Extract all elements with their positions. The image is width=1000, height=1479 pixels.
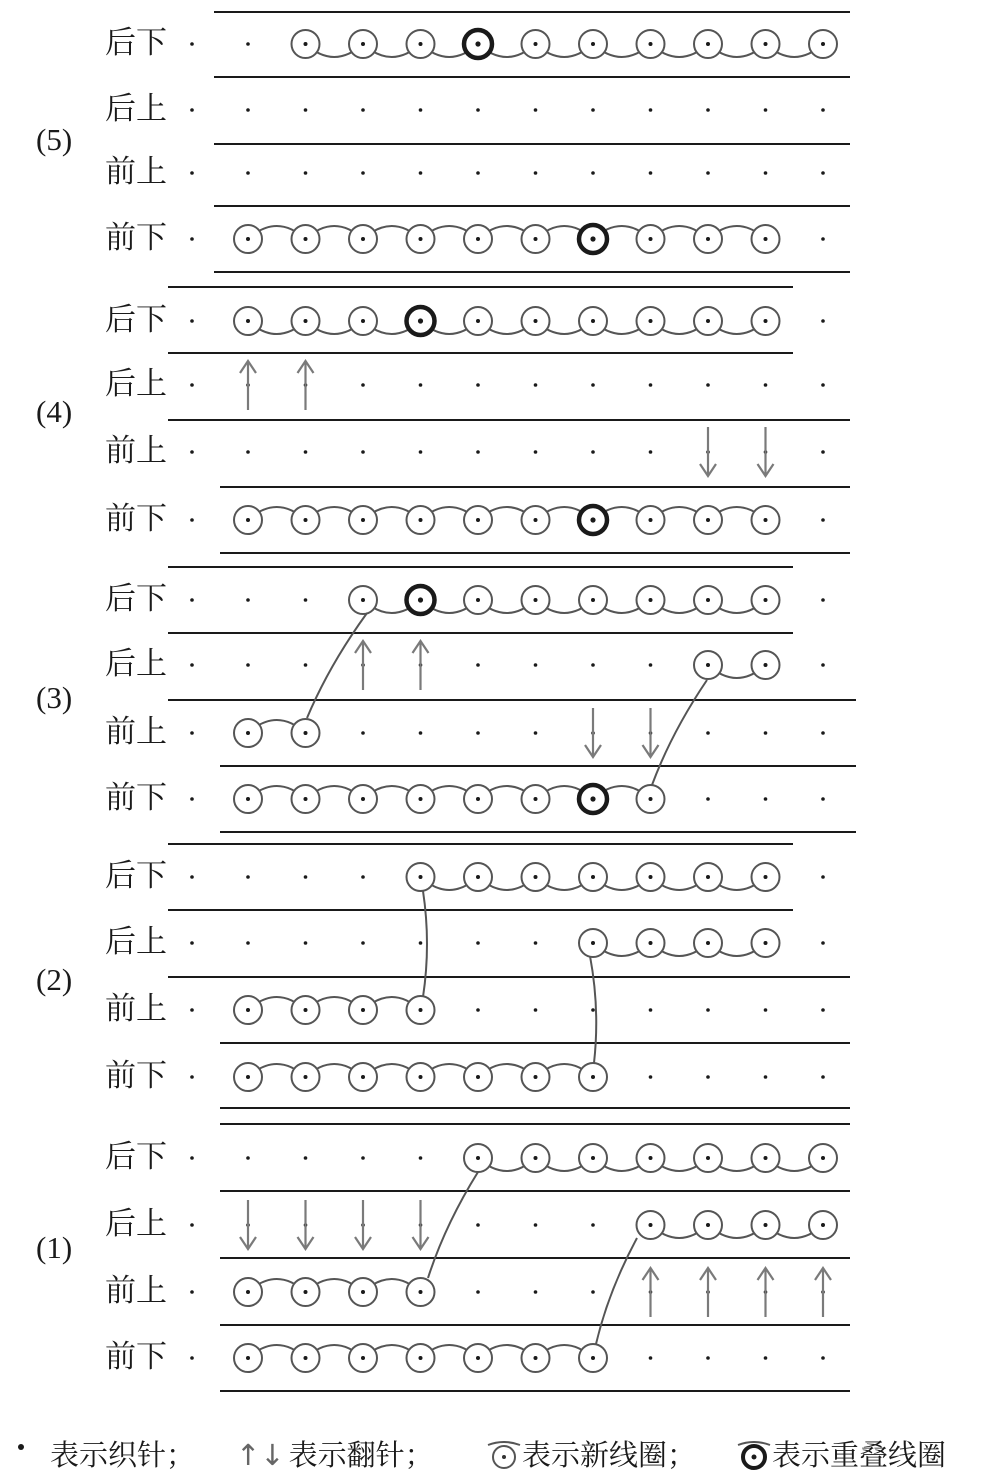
loop-center-dot [649, 1156, 653, 1160]
loop-center-dot [246, 1356, 250, 1360]
loop-center-dot [476, 1075, 480, 1079]
loop-center-dot [361, 598, 365, 602]
needle-dot [304, 598, 308, 602]
needle-dot [246, 1156, 250, 1160]
bed-label: 后上 [105, 646, 167, 682]
needle-dot [246, 42, 250, 46]
loop-center-dot [764, 663, 768, 667]
loop-center-dot [246, 518, 250, 522]
needle-dot [190, 663, 194, 667]
needle-dot [190, 1290, 194, 1294]
needle-dot [419, 1156, 423, 1160]
needle-dot [419, 108, 423, 112]
new-loop-icon [486, 1441, 522, 1473]
needle-dot [764, 1075, 768, 1079]
legend-transfer-label: 表示翻针； [288, 1438, 434, 1472]
needle-dot [190, 875, 194, 879]
loop-center-dot [591, 1356, 595, 1360]
needle-dot [304, 1156, 308, 1160]
needle-dot [764, 731, 768, 735]
needle-dot [534, 1008, 538, 1012]
loop-center-dot [304, 42, 308, 46]
loop-center-dot [649, 797, 653, 801]
loop-center-dot [361, 237, 365, 241]
loop-center-dot [706, 1156, 710, 1160]
loop-center-dot [419, 42, 423, 46]
loop-center-dot [419, 1356, 423, 1360]
needle-dot [361, 450, 365, 454]
loop-center-dot [590, 236, 595, 241]
bed-label: 前下 [105, 220, 167, 256]
loop-center-dot [246, 319, 250, 323]
needle-dot [764, 1008, 768, 1012]
needle-dot [190, 518, 194, 522]
needle-dot [190, 171, 194, 175]
needle-dot [304, 171, 308, 175]
loop-center-dot [591, 875, 595, 879]
needle-dot [649, 663, 653, 667]
loop-center-dot [476, 1356, 480, 1360]
loop-center-dot [361, 797, 365, 801]
loop-center-dot [246, 1008, 250, 1012]
needle-dot [476, 1290, 480, 1294]
needle-dot [361, 383, 365, 387]
needle-dot [534, 941, 538, 945]
needle-dot [821, 383, 825, 387]
loop-center-dot [764, 941, 768, 945]
loop-center-dot [534, 518, 538, 522]
needle-dot [534, 1223, 538, 1227]
loop-center-dot [649, 518, 653, 522]
needle-dot [591, 108, 595, 112]
needle-dot [476, 171, 480, 175]
needle-dot [821, 875, 825, 879]
bed-label: 前下 [105, 1058, 167, 1094]
loop-center-dot [419, 875, 423, 879]
needle-dot [190, 319, 194, 323]
loop-center-dot [304, 731, 308, 735]
needle-dot [190, 450, 194, 454]
needle-dot [821, 598, 825, 602]
loop-center-dot [361, 518, 365, 522]
needle-dot [534, 450, 538, 454]
needle-dot [476, 383, 480, 387]
loop-center-dot [476, 598, 480, 602]
cross-bed-yarn [307, 613, 367, 718]
legend-new-loop [486, 1433, 696, 1474]
needle-dot [190, 1356, 194, 1360]
needle-dot [821, 941, 825, 945]
loop-center-dot [419, 1008, 423, 1012]
needle-dot [649, 1356, 653, 1360]
loop-center-dot [534, 1356, 538, 1360]
needle-dot [706, 108, 710, 112]
transfer-arrows-icon: ↑↓ [236, 1438, 285, 1472]
needle-dot-icon [18, 1444, 24, 1450]
needle-dot [246, 171, 250, 175]
needle-dot [591, 383, 595, 387]
needle-dot [821, 663, 825, 667]
bed-label: 前上 [105, 991, 167, 1027]
needle-dot [706, 797, 710, 801]
needle-dot [361, 171, 365, 175]
loop-center-dot [476, 797, 480, 801]
loop-center-dot [419, 518, 423, 522]
loop-center-dot [649, 42, 653, 46]
loop-center-dot [418, 318, 423, 323]
needle-dot [190, 383, 194, 387]
needle-dot [476, 450, 480, 454]
needle-dot [419, 383, 423, 387]
bed-label: 后上 [105, 91, 167, 127]
bed-label: 前下 [105, 1339, 167, 1375]
needle-dot [304, 875, 308, 879]
needle-dot [246, 108, 250, 112]
needle-dot [419, 450, 423, 454]
loop-center-dot [591, 598, 595, 602]
needle-dot [190, 797, 194, 801]
needle-dot [246, 598, 250, 602]
loop-center-dot [419, 797, 423, 801]
loop-center-dot [304, 1290, 308, 1294]
loop-center-dot [534, 237, 538, 241]
needle-dot [476, 108, 480, 112]
loop-center-dot [649, 1223, 653, 1227]
loop-center-dot [476, 319, 480, 323]
needle-dot [304, 663, 308, 667]
bed-label: 前上 [105, 714, 167, 750]
needle-dot [649, 108, 653, 112]
legend-overlap-loop [736, 1433, 946, 1474]
bed-label: 前上 [105, 1273, 167, 1309]
loop-center-dot [419, 1290, 423, 1294]
loop-center-dot [304, 1356, 308, 1360]
loop-center-dot [706, 663, 710, 667]
needle-dot [246, 941, 250, 945]
needle-dot [190, 731, 194, 735]
needle-dot [821, 237, 825, 241]
needle-dot [764, 797, 768, 801]
needle-dot [764, 171, 768, 175]
loop-center-dot [418, 597, 423, 602]
loop-center-dot [591, 941, 595, 945]
loop-center-dot [821, 1223, 825, 1227]
loop-center-dot [706, 1223, 710, 1227]
overlap-loop-icon [736, 1441, 772, 1473]
needle-dot [706, 171, 710, 175]
needle-dot [190, 237, 194, 241]
needle-dot [361, 108, 365, 112]
loop-center-dot [534, 797, 538, 801]
needle-dot [361, 875, 365, 879]
needle-dot [190, 1075, 194, 1079]
needle-dot [821, 797, 825, 801]
needle-dot [821, 731, 825, 735]
needle-dot [190, 598, 194, 602]
loop-center-dot [419, 237, 423, 241]
bed-label: 后上 [105, 366, 167, 402]
loop-center-dot [649, 598, 653, 602]
needle-dot [706, 1356, 710, 1360]
step-label: (4) [36, 394, 73, 429]
needle-dot [534, 383, 538, 387]
bed-label: 后下 [105, 858, 167, 894]
needle-dot [246, 663, 250, 667]
loop-center-dot [534, 42, 538, 46]
cross-bed-yarn [652, 680, 707, 785]
needle-dot [419, 941, 423, 945]
legend-needle [18, 1433, 195, 1474]
loop-center-dot [706, 518, 710, 522]
needle-dot [591, 1290, 595, 1294]
needle-dot [821, 319, 825, 323]
step-label: (1) [36, 1230, 73, 1265]
loop-center-dot [591, 1156, 595, 1160]
loop-center-dot [821, 42, 825, 46]
needle-dot [534, 108, 538, 112]
needle-dot [361, 731, 365, 735]
needle-dot [821, 171, 825, 175]
loop-center-dot [534, 1156, 538, 1160]
needle-dot [476, 1008, 480, 1012]
needle-dot [764, 108, 768, 112]
bed-label: 后上 [105, 924, 167, 960]
cross-bed-yarn [423, 891, 427, 997]
needle-dot [190, 941, 194, 945]
bed-label: 前下 [105, 501, 167, 537]
loop-center-dot [591, 42, 595, 46]
needle-dot [649, 1008, 653, 1012]
loop-center-dot [706, 42, 710, 46]
needle-dot [476, 1223, 480, 1227]
needle-dot [821, 1008, 825, 1012]
bed-label: 前上 [105, 154, 167, 190]
needle-dot [649, 383, 653, 387]
loop-center-dot [534, 319, 538, 323]
needle-dot [591, 1008, 595, 1012]
needle-dot [706, 731, 710, 735]
bed-label: 后上 [105, 1206, 167, 1242]
loop-center-dot [304, 237, 308, 241]
loop-center-dot [590, 517, 595, 522]
loop-center-dot [764, 875, 768, 879]
bed-label: 后下 [105, 25, 167, 61]
loop-center-dot [246, 237, 250, 241]
needle-dot [821, 1356, 825, 1360]
loop-center-dot [246, 1290, 250, 1294]
loop-center-dot [649, 237, 653, 241]
step-label: (5) [36, 122, 73, 157]
needle-dot [821, 450, 825, 454]
needle-dot [246, 875, 250, 879]
loop-center-dot [361, 1008, 365, 1012]
loop-center-dot [476, 1156, 480, 1160]
loop-center-dot [361, 1290, 365, 1294]
needle-dot [190, 1008, 194, 1012]
needle-dot [361, 1156, 365, 1160]
loop-center-dot [246, 1075, 250, 1079]
loop-center-dot [764, 1223, 768, 1227]
loop-center-dot [246, 731, 250, 735]
needle-dot [419, 731, 423, 735]
needle-dot [304, 941, 308, 945]
loop-center-dot [764, 319, 768, 323]
needle-dot [649, 1075, 653, 1079]
bed-label: 前下 [105, 780, 167, 816]
needle-dot [304, 450, 308, 454]
loop-center-dot [764, 518, 768, 522]
loop-center-dot [706, 598, 710, 602]
bed-label: 后下 [105, 1139, 167, 1175]
loop-center-dot [475, 41, 480, 46]
needle-dot [361, 941, 365, 945]
loop-center-dot [304, 797, 308, 801]
legend-new-loop-label: 表示新线圈； [522, 1438, 697, 1472]
legend [0, 1425, 1000, 1479]
needle-dot [649, 450, 653, 454]
loop-center-dot [591, 1075, 595, 1079]
legend-transfer [236, 1433, 434, 1474]
step-label: (2) [36, 962, 73, 997]
loop-center-dot [534, 1075, 538, 1079]
loop-center-dot [649, 319, 653, 323]
needle-dot [190, 108, 194, 112]
needle-dot [534, 731, 538, 735]
cross-bed-yarn [596, 1238, 637, 1344]
loop-center-dot [476, 875, 480, 879]
needle-dot [304, 108, 308, 112]
needle-dot [591, 1223, 595, 1227]
needle-dot [764, 383, 768, 387]
loop-center-dot [246, 797, 250, 801]
needle-dot [534, 171, 538, 175]
loop-center-dot [419, 1075, 423, 1079]
loop-center-dot [764, 1156, 768, 1160]
needle-dot [476, 663, 480, 667]
loop-center-dot [361, 319, 365, 323]
needle-dot [419, 171, 423, 175]
bed-label: 后下 [105, 302, 167, 338]
needle-dot [821, 518, 825, 522]
bed-label: 后下 [105, 581, 167, 617]
loop-center-dot [590, 796, 595, 801]
loop-center-dot [304, 1008, 308, 1012]
needle-dot [190, 1223, 194, 1227]
loop-center-dot [591, 319, 595, 323]
loop-center-dot [476, 237, 480, 241]
loop-center-dot [706, 237, 710, 241]
needle-dot [706, 383, 710, 387]
needle-dot [246, 450, 250, 454]
loop-center-dot [764, 237, 768, 241]
needle-dot [591, 171, 595, 175]
needle-dot [821, 1075, 825, 1079]
needle-dot [534, 1290, 538, 1294]
loop-center-dot [764, 42, 768, 46]
loop-center-dot [361, 1356, 365, 1360]
needle-dot [649, 171, 653, 175]
needle-dot [190, 1156, 194, 1160]
loop-center-dot [706, 941, 710, 945]
cross-bed-yarn [428, 1172, 478, 1278]
loop-center-dot [361, 42, 365, 46]
loop-center-dot [304, 518, 308, 522]
bed-label: 前上 [105, 433, 167, 469]
legend-overlap-loop-label: 表示重叠线圈 [772, 1438, 947, 1472]
loop-center-dot [649, 875, 653, 879]
needle-dot [764, 1356, 768, 1360]
loop-center-dot [304, 1075, 308, 1079]
needle-dot [476, 941, 480, 945]
needle-dot [706, 1075, 710, 1079]
loop-center-dot [821, 1156, 825, 1160]
loop-center-dot [476, 518, 480, 522]
loop-center-dot [764, 598, 768, 602]
needle-dot [476, 731, 480, 735]
needle-dot [190, 42, 194, 46]
loop-center-dot [534, 875, 538, 879]
needle-dot [821, 108, 825, 112]
loop-center-dot [534, 598, 538, 602]
needle-dot [534, 663, 538, 667]
loop-center-dot [361, 1075, 365, 1079]
loop-center-dot [649, 941, 653, 945]
needle-dot [591, 450, 595, 454]
needle-dot [591, 663, 595, 667]
loop-center-dot [706, 319, 710, 323]
loop-center-dot [304, 319, 308, 323]
needle-dot [706, 1008, 710, 1012]
step-label: (3) [36, 680, 73, 715]
loop-center-dot [706, 875, 710, 879]
legend-needle-label: 表示织针； [50, 1438, 196, 1472]
